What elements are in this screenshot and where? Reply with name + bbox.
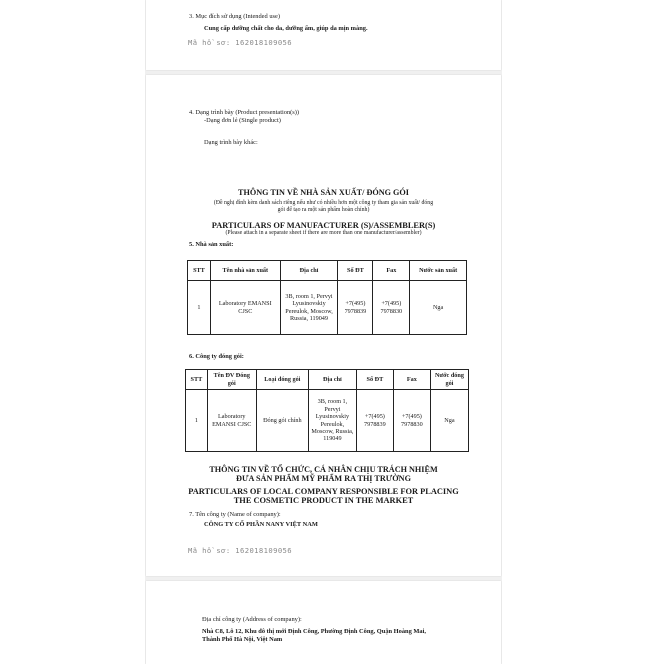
manufacturer-note-vi-1: (Đề nghị đính kèm danh sách riêng nếu như có nhiều hơn một công ty tham gia sản xuất/ đóng	[213, 200, 434, 206]
address-label: Địa chỉ công ty (Address of company):	[202, 616, 302, 623]
table-cell: +7(495) 7978830	[393, 390, 430, 452]
address-value-line-2: Thành Phố Hà Nội, Việt Nam	[202, 636, 283, 643]
table-header-cell: Loại đóng gói	[256, 370, 308, 390]
table-cell: 3B, room 1, Pervyi Lyusinovskiy Pereulok, Moscow, Russia, 119049	[280, 281, 338, 335]
table-cell: 1	[186, 390, 208, 452]
table-row	[188, 281, 467, 335]
local-title-vi-1: THÔNG TIN VỀ TỔ CHỨC, CÁ NHÂN CHỊU TRÁCH NHIỆM	[209, 465, 438, 474]
table-header-cell: Fax	[373, 261, 410, 281]
table-cell: Laboratory EMANSI CJSC	[207, 390, 256, 452]
record-number: Mã hồ sơ: 162018109056	[188, 546, 292, 555]
table-cell: Laboratory EMANSI CJSC	[210, 281, 280, 335]
item-7-value: CÔNG TY CỔ PHẦN NANY VIỆT NAM	[204, 521, 318, 528]
table-cell: Đóng gói chính	[256, 390, 308, 452]
document-page-1	[146, 0, 501, 70]
item-4-label: 4. Dạng trình bày (Product presentation(s))	[189, 109, 300, 116]
table-cell: Nga	[410, 281, 467, 335]
table-header-cell: STT	[188, 261, 211, 281]
table-header-cell: Nước sản xuất	[410, 261, 467, 281]
table-header-cell: STT	[186, 370, 208, 390]
table-cell: +7(495) 7978839	[356, 390, 393, 452]
table-header-cell: Tên ĐV Đóng gói	[207, 370, 256, 390]
local-title-en-2: THE COSMETIC PRODUCT IN THE MARKET	[233, 496, 414, 505]
table-cell: +7(495) 7978839	[338, 281, 373, 335]
table-header-cell: Fax	[393, 370, 430, 390]
local-title-vi-2: ĐƯA SẢN PHẨM MỸ PHẨM RA THỊ TRƯỜNG	[236, 474, 411, 483]
table-header-row	[186, 370, 469, 390]
local-title-en-1: PARTICULARS OF LOCAL COMPANY RESPONSIBLE FOR PLACING	[188, 487, 459, 496]
packager-table	[185, 369, 469, 452]
document-page-2	[146, 75, 501, 576]
manufacturer-note-en: (Please attach in a separate sheet if there are more than one manufacturer/assembler)	[225, 230, 422, 236]
table-header-row	[188, 261, 467, 281]
item-7-label: 7. Tên công ty (Name of company):	[189, 511, 281, 518]
record-number: Mã hồ sơ: 162018109056	[188, 38, 292, 47]
table-cell: +7(495) 7978830	[373, 281, 410, 335]
table-header-cell: Nước đóng gói	[430, 370, 468, 390]
table-cell: Nga	[430, 390, 468, 452]
manufacturer-table	[187, 260, 467, 335]
manufacturer-note-vi-2: gói để tạo ra một sản phẩm hoàn chỉnh)	[277, 207, 370, 213]
address-value-line-1: Nhà C8, Lô 12, Khu đô thị mới Định Công, Phường Định Công, Quận Hoàng Mai,	[202, 628, 426, 635]
item-3-label: 3. Mục đích sử dụng (Intended use)	[189, 13, 280, 20]
manufacturer-title-vi: THÔNG TIN VỀ NHÀ SẢN XUẤT/ ĐÓNG GÓI	[238, 188, 409, 197]
item-6-label: 6. Công ty đóng gói:	[189, 353, 244, 360]
manufacturer-title-en: PARTICULARS OF MANUFACTURER (S)/ASSEMBLER(S)	[211, 221, 436, 230]
table-cell: 1	[188, 281, 211, 335]
item-5-label: 5. Nhà sản xuất:	[189, 241, 234, 248]
table-header-cell: Số ĐT	[338, 261, 373, 281]
table-cell: 3B, room 1, Pervyi Lyusinovskiy Pereulok, Moscow, Russia, 119049	[308, 390, 356, 452]
table-header-cell: Địa chỉ	[280, 261, 338, 281]
other-presentation-label: Dạng trình bày khác:	[204, 139, 258, 146]
document-page-3	[146, 581, 501, 664]
item-3-value: Cung cấp dưỡng chất cho da, dưỡng ẩm, giúp da mịn màng.	[204, 25, 368, 32]
table-header-cell: Số ĐT	[356, 370, 393, 390]
table-header-cell: Địa chỉ	[308, 370, 356, 390]
table-header-cell: Tên nhà sản xuất	[210, 261, 280, 281]
item-4-value: -Dạng đơn lẻ (Single product)	[204, 117, 281, 124]
table-row	[186, 390, 469, 452]
